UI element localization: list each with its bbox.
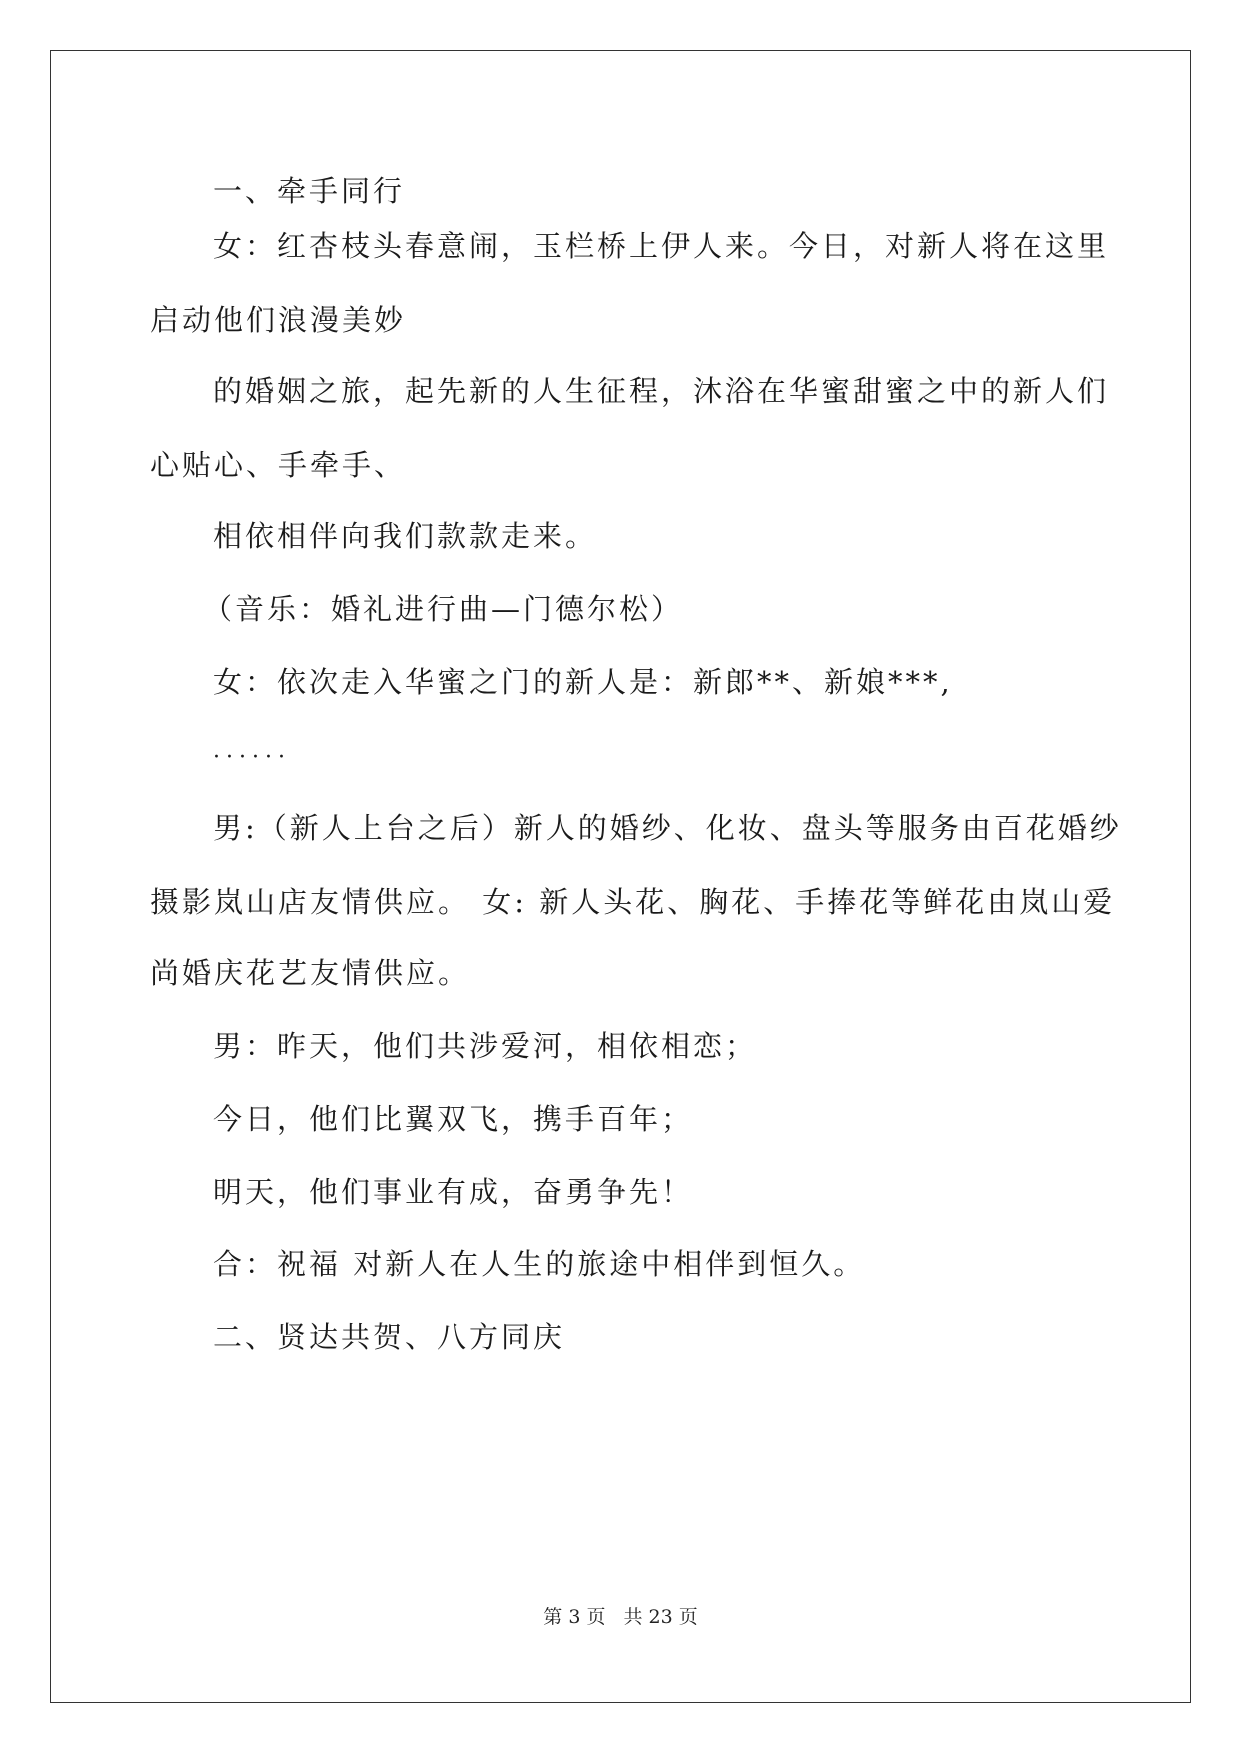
page-border xyxy=(50,50,1191,1703)
paragraph-line: 明天，他们事业有成，奋勇争先！ xyxy=(213,1175,694,1209)
ellipsis-line: ······ xyxy=(213,745,291,770)
paragraph-line: 女：依次走入华蜜之门的新人是：新郎**、新娘***, xyxy=(213,665,953,699)
paragraph-line: 男：昨天，他们共涉爱河，相依相恋； xyxy=(213,1029,758,1063)
paragraph-line: 男:（新人上台之后）新人的婚纱、化妆、盘头等服务由百花婚纱 xyxy=(213,811,1122,845)
paragraph-line: 启动他们浪漫美妙 xyxy=(150,303,407,337)
paragraph-line: 今日，他们比翼双飞，携手百年； xyxy=(213,1102,694,1136)
paragraph-line: 的婚姻之旅，起先新的人生征程，沐浴在华蜜甜蜜之中的新人们 xyxy=(213,374,1110,408)
music-note-line: （音乐：婚礼进行曲—门德尔松） xyxy=(203,592,684,626)
paragraph-line: 女：红杏枝头春意闹，玉栏桥上伊人来。今日，对新人将在这里 xyxy=(213,229,1110,263)
page-total: 共 23 页 xyxy=(623,1606,698,1628)
section-heading-2: 二、贤达共贺、八方同庆 xyxy=(213,1320,566,1354)
paragraph-line: 尚婚庆花艺友情供应。 xyxy=(150,956,471,990)
paragraph-line: 合：祝福 对新人在人生的旅途中相伴到恒久。 xyxy=(213,1247,866,1281)
page-number: 第 3 页 xyxy=(543,1606,606,1628)
paragraph-line: 摄影岚山店友情供应。 女: 新人头花、胸花、手捧花等鲜花由岚山爱 xyxy=(150,885,1116,919)
section-heading-1: 一、牵手同行 xyxy=(213,174,406,208)
page-footer xyxy=(0,1605,1241,1629)
paragraph-line: 相依相伴向我们款款走来。 xyxy=(213,519,598,553)
paragraph-line: 心贴心、手牵手、 xyxy=(150,448,407,482)
